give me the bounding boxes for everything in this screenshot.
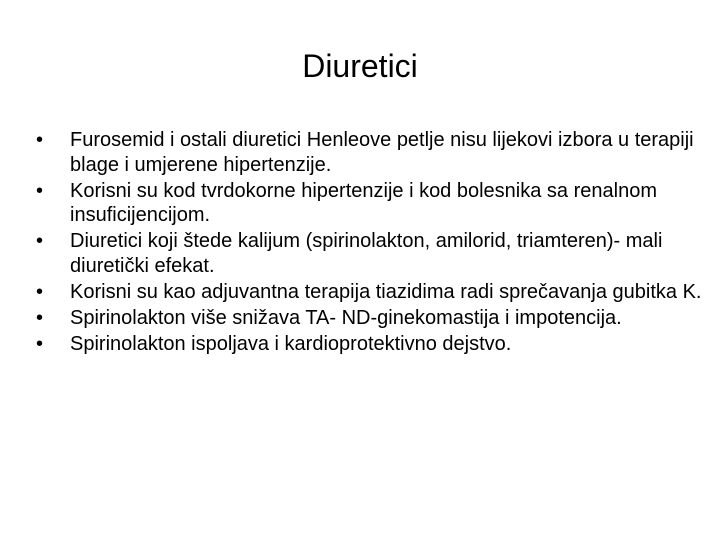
bullet-icon: • [36, 306, 44, 329]
bullet-text: Korisni su kao adjuvantna terapija tiazidima radi sprečavanja gubitka K. [70, 280, 702, 303]
bullet-icon: • [36, 280, 44, 303]
bullet-icon: • [36, 332, 44, 355]
bullet-text-emphasis: diuretici Henleove petlje [232, 129, 445, 151]
bullet-item-3 [36, 229, 708, 278]
slide-title: Diuretici [302, 48, 418, 84]
bullet-item-2 [36, 179, 708, 228]
bullet-text: Korisni su kod tvrdokorne hipertenzije i kod bolesnika sa renalnom insuficijencijom. [70, 179, 657, 226]
bullet-item-6 [36, 332, 708, 357]
bullet-text: Spirinolakton ispoljava i kardioprotektivno dejstvo. [70, 332, 512, 355]
bullet-item-1 [36, 128, 708, 177]
bullet-icon: • [36, 129, 44, 151]
bullet-text: Diuretici koji štede kalijum (spirinolakton, amilorid, triamteren)- mali diuretički efekat. [70, 230, 663, 277]
bullet-text: Spirinolakton više snižava TA- ND-ginekomastija i impotencija. [70, 306, 622, 329]
bullet-item-4 [36, 280, 708, 305]
bullet-item-5 [36, 306, 708, 331]
bullet-icon: • [36, 179, 44, 202]
bullet-text-part: nisu lijekovi izbora u terapiji blage i umjerene hipertenzije. [70, 129, 694, 176]
bullet-text [70, 129, 694, 176]
bullet-icon: • [36, 230, 44, 252]
bullet-list [36, 128, 708, 358]
bullet-text-part: Furosemid i ostali [70, 129, 233, 151]
